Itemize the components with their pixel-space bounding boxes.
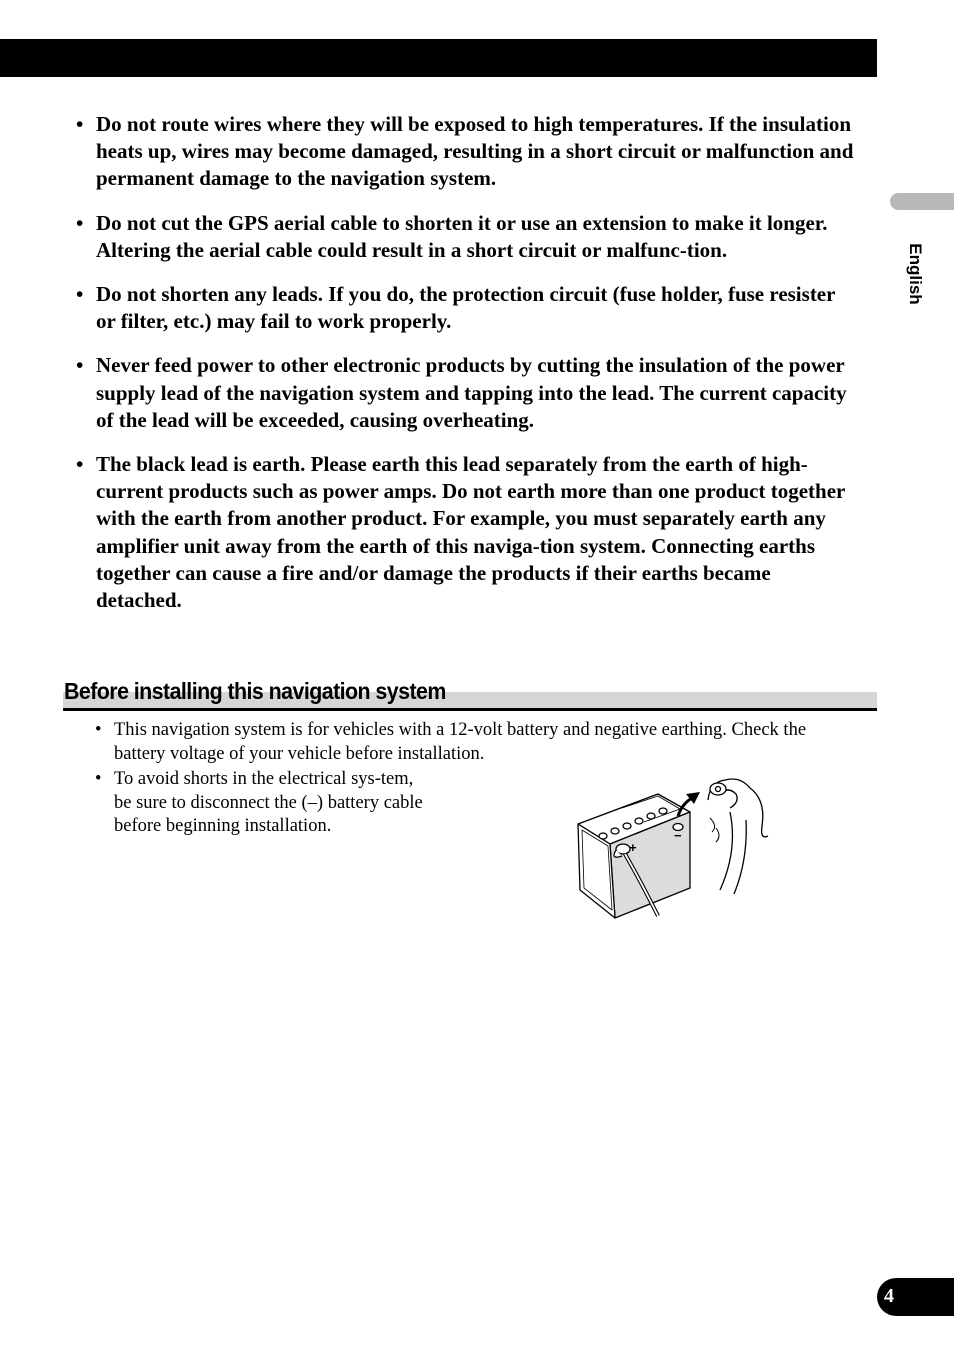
warning-item: • Do not route wires where they will be exposed to high temperatures. If the insulation heats up, wires may become damaged, resulting in a short circuit or malfunction and permanent damage to the navigation system. [76,111,856,193]
section-title: Before installing this navigation system [64,678,446,704]
info-item-battery-voltage: • This navigation system is for vehicles with a 12-volt battery and negative earthing. Check the battery voltage of your vehicle before installation. [95,719,854,766]
warning-item: • The black lead is earth. Please earth this lead separately from the earth of high-current products such as power amps. Do not earth more than one product together with the earth from another product. For example, you must separately earth any amplifier unit away from the earth of this naviga-tion system. Connecting earths together can cause a fire and/or damage the products if their earths became detached. [76,451,856,614]
language-label: English [906,243,925,305]
section-title-underline [63,708,877,711]
warning-item: • Do not shorten any leads. If you do, the protection circuit (fuse holder, fuse resister or filter, etc.) may fail to work properly. [76,281,856,335]
plus-sign: + [629,840,637,855]
minus-sign: − [674,828,682,843]
page-number: 4 [884,1285,894,1307]
info-item-disconnect-cable: • To avoid shorts in the electrical sys-tem, be sure to disconnect the (–) battery cable before beginning installation. [95,768,424,839]
header-bar [0,39,877,77]
warning-item: • Never feed power to other electronic products by cutting the insulation of the power supply lead of the navigation system and tapping into the lead. The current capacity of the lead will be exceeded, causing overheating. [76,352,856,434]
battery-disconnect-illustration [570,770,780,922]
warning-list [76,111,856,631]
language-tab [890,193,954,210]
warning-item: • Do not cut the GPS aerial cable to shorten it or use an extension to make it longer. Altering the aerial cable could result in a short circuit or malfunc-tion. [76,210,856,264]
